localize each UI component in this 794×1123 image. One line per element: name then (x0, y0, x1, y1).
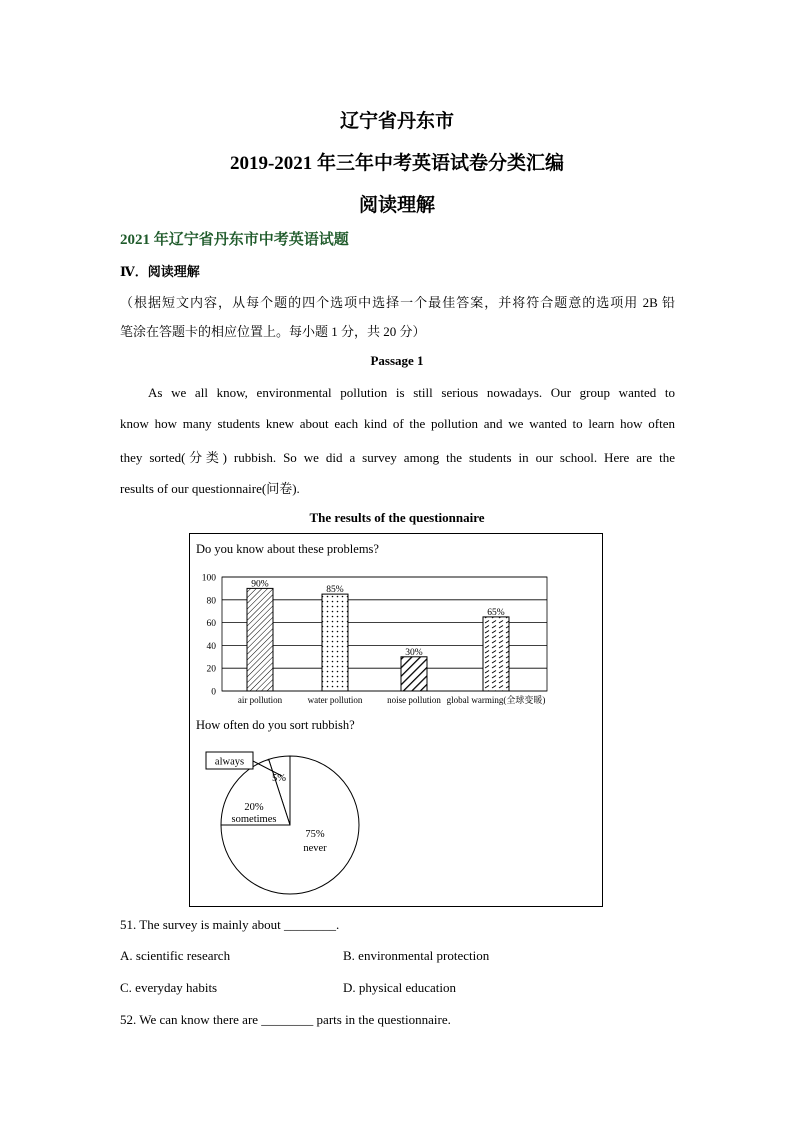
bar-category-label: global warming(全球变暖) (446, 695, 546, 705)
bar-3 (401, 657, 427, 691)
pie-label-never: never (303, 843, 327, 854)
passage-line-4: results of our questionnaire(问卷). (120, 481, 300, 496)
passage-line-2: know how many students knew about each kind of the pollution and we wanted to learn how often (120, 416, 675, 431)
y-tick-label: 80 (206, 596, 216, 607)
bar-category-label: water pollution (307, 695, 363, 705)
bar-value-label: 90% (251, 579, 269, 590)
pie-value-label-always: 5% (272, 773, 286, 784)
pie-label-sometimes: sometimes (231, 814, 277, 825)
y-tick-label: 20 (206, 664, 216, 675)
section-heading: 2021 年辽宁省丹东市中考英语试题 (120, 232, 349, 248)
y-tick-label: 0 (211, 687, 216, 698)
question-52-stem: 52. We can know there are ________ parts in the questionnaire. (120, 1012, 451, 1027)
passage-title: Passage 1 (370, 353, 424, 368)
pie-value-label-sometimes: 20% (244, 802, 264, 813)
y-tick-label: 60 (206, 619, 216, 630)
passage-line-1: As we all know, environmental pollution is still serious nowadays. Our group wanted to (148, 385, 675, 400)
pie-chart (190, 739, 602, 904)
pie-chart-question: How often do you sort rubbish? (196, 718, 355, 732)
question-51-stem: 51. The survey is mainly about ________. (120, 917, 340, 932)
bar-value-label: 30% (405, 647, 423, 658)
bar-1 (247, 588, 273, 691)
bar-value-label: 65% (487, 607, 505, 618)
instructions-line-1: （根据短文内容，从每个题的四个选项中选择一个最佳答案，并将符合题意的选项用 2B 铅 (120, 295, 675, 310)
bar-2 (322, 594, 348, 691)
question-51-option-b: B. environmental protection (343, 948, 490, 963)
instructions-line-2: 笔涂在答题卡的相应位置上。每小题 1 分，共 20 分） (120, 324, 426, 339)
doc-title-city: 辽宁省丹东市 (339, 111, 454, 132)
bar-chart (190, 564, 602, 714)
y-tick-label: 100 (201, 573, 216, 584)
questionnaire-figure (189, 533, 603, 907)
bar-4 (483, 617, 509, 691)
bar-value-label: 85% (326, 585, 344, 596)
passage-line-3: they sorted(分类) rubbish. So we did a survey among the students in our school. Here are the (120, 450, 675, 465)
pie-label-always: always (214, 756, 245, 768)
question-51-option-c: C. everyday habits (120, 980, 218, 995)
part-heading: Ⅳ．阅读理解 (120, 264, 200, 279)
question-51-option-d: D. physical education (343, 980, 456, 995)
bar-category-label: air pollution (237, 695, 283, 705)
doc-title-topic: 阅读理解 (358, 195, 435, 216)
question-51-option-a: A. scientific research (120, 948, 231, 963)
y-tick-label: 40 (206, 641, 216, 652)
doc-title-collection: 2019-2021 年三年中考英语试卷分类汇编 (229, 153, 565, 174)
bar-chart-question: Do you know about these problems? (196, 542, 379, 556)
bar-category-label: noise pollution (387, 695, 441, 705)
figure-caption: The results of the questionnaire (309, 510, 485, 525)
pie-value-label-never: 75% (305, 829, 325, 840)
